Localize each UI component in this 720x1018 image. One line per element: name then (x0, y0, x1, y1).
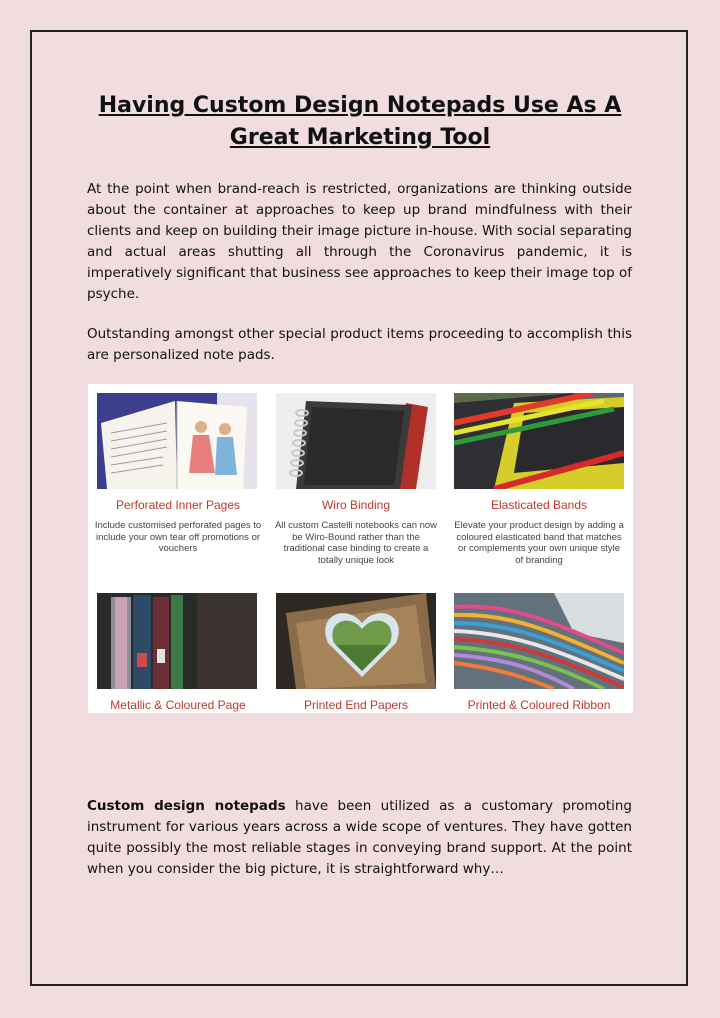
feature-description: Elevate your product design by adding a coloured elasticated band that matches or complements your own unique style of branding (454, 520, 624, 566)
feature-title: Wiro Binding (321, 498, 391, 512)
feature-title: Printed & Coloured Ribbon (467, 698, 611, 712)
bold-keyword: Custom design notepads (87, 798, 286, 814)
title-line-2: Great Marketing Tool (229, 125, 491, 150)
feature-title: Printed End Papers (303, 698, 409, 712)
feature-description: All custom Castelli notebooks can now be Wiro-Bound rather than the traditional case binding to create a totally unique look (274, 520, 438, 566)
title-line-1: Having Custom Design Notepads Use As A (98, 93, 622, 118)
closing-paragraph (87, 796, 632, 880)
perforated-pages-photo (97, 393, 257, 489)
feature-title: Metallic & Coloured Page (110, 698, 246, 712)
ribbons-photo (454, 593, 624, 689)
wiro-binding-photo (276, 393, 436, 489)
feature-title: Elasticated Bands (490, 498, 588, 512)
feature-title: Perforated Inner Pages (115, 498, 241, 512)
feature-description: Include customised perforated pages to include your own tear off promotions or vouchers (94, 520, 262, 554)
intro-paragraph: At the point when brand-reach is restricted, organizations are thinking outside about the container at approaches to keep up brand mindfulness with their clients and keep on building their image picture in-house. With social separating and actual areas shutting all through the Coronavirus pandemic, it is imperatively significant that business see approaches to keep their image top of psyche. (87, 181, 632, 302)
metallic-pages-photo (97, 593, 257, 689)
feature-image-grid (88, 384, 633, 713)
elasticated-bands-photo (454, 393, 624, 489)
closing-paragraph-text: have been utilized as a customary promoting instrument for various years across a wide scope of ventures. They have gotten quite possibly the most reliable stages in conveying brand support. At the point when you consider the big picture, it is straightforward why… (87, 798, 632, 877)
page-title (60, 90, 660, 154)
printed-end-papers-photo (276, 593, 436, 689)
second-paragraph: Outstanding amongst other special product items proceeding to accomplish this are personalized note pads. (87, 326, 632, 363)
